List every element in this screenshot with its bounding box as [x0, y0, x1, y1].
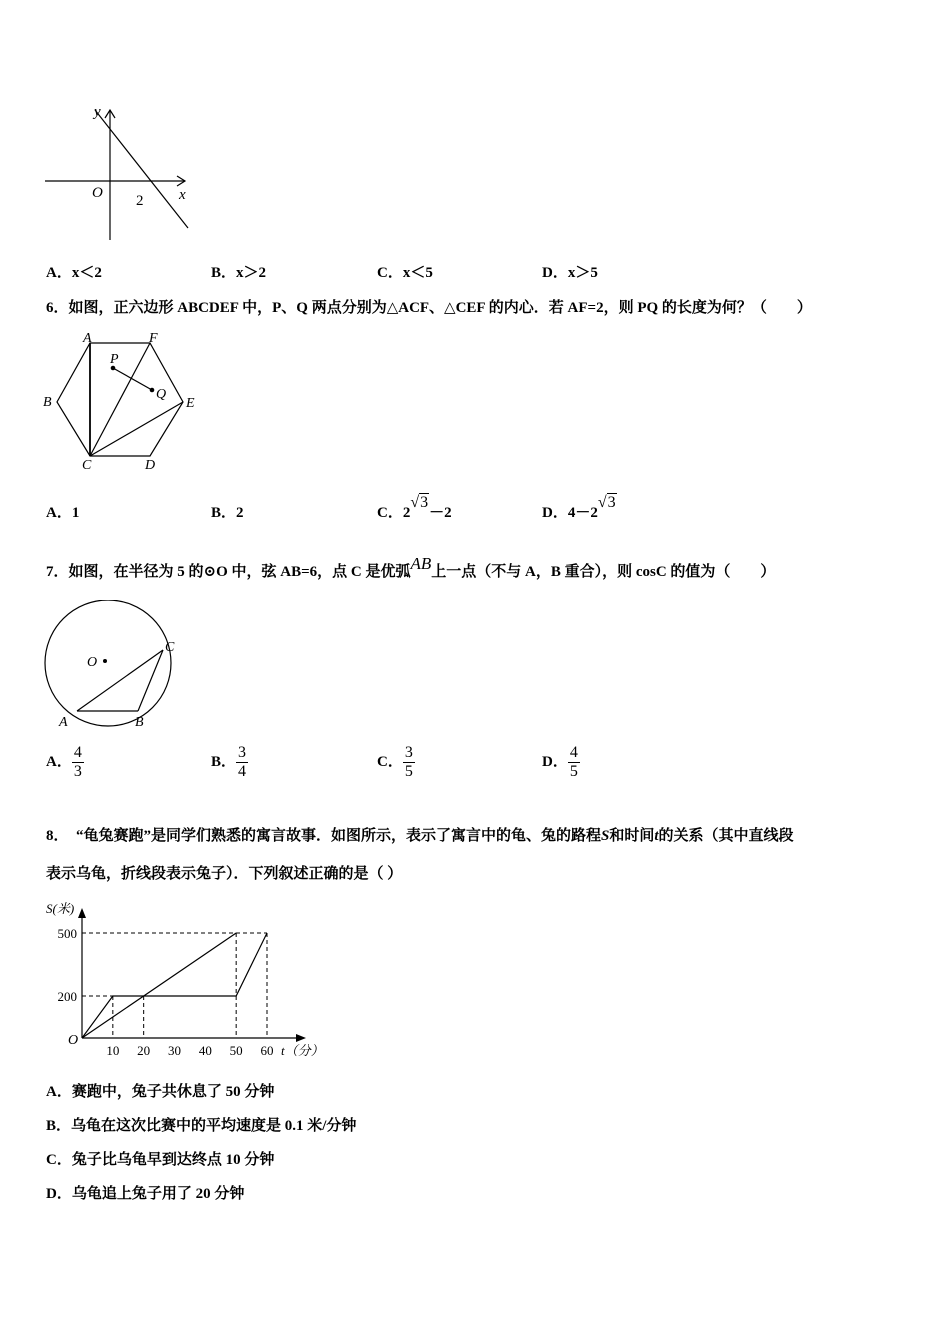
x-tick-label: 50: [229, 1043, 243, 1058]
q5-option-a: A．x＜2: [46, 265, 102, 281]
label-c: C: [165, 640, 175, 655]
q6-option-c-suffix: －2: [429, 505, 452, 521]
q7-option-c-label: C．: [377, 753, 403, 770]
label-e: E: [186, 396, 195, 411]
fraction: $\frac{3}{5}$: [404, 744, 413, 780]
q5-option-c: C．x＜5: [377, 265, 433, 281]
q7-option-b: [211, 744, 248, 781]
q8-option-c: C．兔子比乌龟早到达终点 10 分钟: [46, 1152, 275, 1168]
y-axis-label: S(米): [46, 901, 75, 916]
y-tick-label: 200: [57, 989, 77, 1004]
var-t: t: [654, 828, 659, 844]
y-axis-arrow: [78, 908, 86, 918]
q8-stem-b: 和时间: [609, 828, 655, 844]
q8-stem-c: 的关系（其中直线段: [658, 828, 794, 844]
x-axis-arrow: [296, 1034, 306, 1042]
label-a: A: [83, 331, 92, 346]
x-tick-label: 40: [198, 1043, 212, 1058]
label-a: A: [59, 715, 68, 730]
series-line-0: [82, 933, 236, 1038]
circle-o: [45, 600, 171, 726]
q7-circle-figure: [40, 600, 185, 732]
q8-stem-line1: [46, 824, 794, 845]
sqrt-3: √3: [597, 494, 616, 511]
q7-option-c: [377, 744, 415, 781]
q6-option-a: A．1: [46, 505, 80, 521]
x-tick-label: 10: [106, 1043, 120, 1058]
function-line: [95, 110, 188, 228]
label-p: P: [110, 352, 119, 367]
label-b: B: [43, 395, 52, 410]
fraction: $\frac{3}{4}$: [238, 744, 247, 780]
q5-option-d: D．x＞5: [542, 265, 598, 281]
q6-option-c-prefix: C．2: [377, 505, 411, 521]
point-q: [150, 388, 155, 393]
x-tick-label: 60: [260, 1043, 274, 1058]
q7-stem: [46, 554, 776, 581]
q8-stem-a: 8． “龟兔赛跑”是同学们熟悉的寓言故事．如图所示，表示了寓言中的龟、兔的路程: [46, 828, 602, 844]
origin-label: O: [68, 1033, 79, 1048]
q6-option-b: B．2: [211, 505, 244, 521]
q7-stem-before: 7．如图，在半径为 5 的⊙O 中，弦 AB=6，点 C 是优弧: [46, 564, 411, 580]
q7-option-a-label: A．: [46, 753, 72, 770]
label-b: B: [135, 715, 144, 730]
q6-option-c: [377, 494, 452, 522]
q8-chart: [40, 900, 330, 1062]
q8-option-b: B．乌龟在这次比赛中的平均速度是 0.1 米/分钟: [46, 1118, 357, 1134]
q7-option-b-label: B．: [211, 753, 237, 770]
label-f: F: [149, 331, 158, 346]
q7-stem-after: 上一点（不与 A，B 重合），则 cosC 的值为（ ）: [431, 564, 776, 580]
q6-option-d-prefix: D．4－2: [542, 505, 598, 521]
label-q: Q: [156, 387, 167, 402]
q8-stem-line2: 表示乌龟，折线段表示兔子）．下列叙述正确的是（ ）: [46, 866, 403, 882]
q7-option-d: [542, 744, 580, 781]
series-line-1: [82, 933, 267, 1038]
sqrt-3: √3: [410, 494, 429, 511]
x-label: x: [179, 187, 186, 203]
q7-option-d-label: D．: [542, 753, 568, 770]
var-s: S: [601, 828, 610, 844]
label-c: C: [82, 458, 92, 473]
q7-option-a: [46, 744, 84, 781]
label-o: O: [87, 655, 98, 670]
fraction: $\frac{4}{5}$: [569, 744, 578, 780]
q8-option-a: A．赛跑中，兔子共休息了 50 分钟: [46, 1084, 275, 1100]
label-d: D: [145, 458, 156, 473]
x-axis-label: t（分）: [281, 1043, 324, 1058]
fraction: $\frac{4}{3}$: [73, 744, 82, 780]
q5-option-b: B．x＞2: [211, 265, 267, 281]
x-tick-label: 20: [137, 1043, 151, 1058]
y-label: y: [94, 104, 101, 120]
q6-option-d: [542, 494, 617, 522]
arc-ab: AB: [410, 554, 432, 573]
origin-label: O: [92, 185, 103, 201]
q6-hexagon-figure: [40, 328, 205, 476]
q5-graph: [40, 100, 200, 245]
segment-pq: [113, 368, 152, 390]
center-point: [103, 659, 107, 663]
x-tick-label: 30: [168, 1043, 181, 1058]
tick-2: 2: [136, 193, 144, 209]
y-tick-label: 500: [57, 926, 77, 941]
q6-stem: 6．如图，正六边形 ABCDEF 中，P、Q 两点分别为△ACF、△CEF 的内心．若 AF=2，则 PQ 的长度为何？（ ）: [46, 300, 812, 316]
q8-option-d: D．乌龟追上兔子用了 20 分钟: [46, 1186, 245, 1202]
